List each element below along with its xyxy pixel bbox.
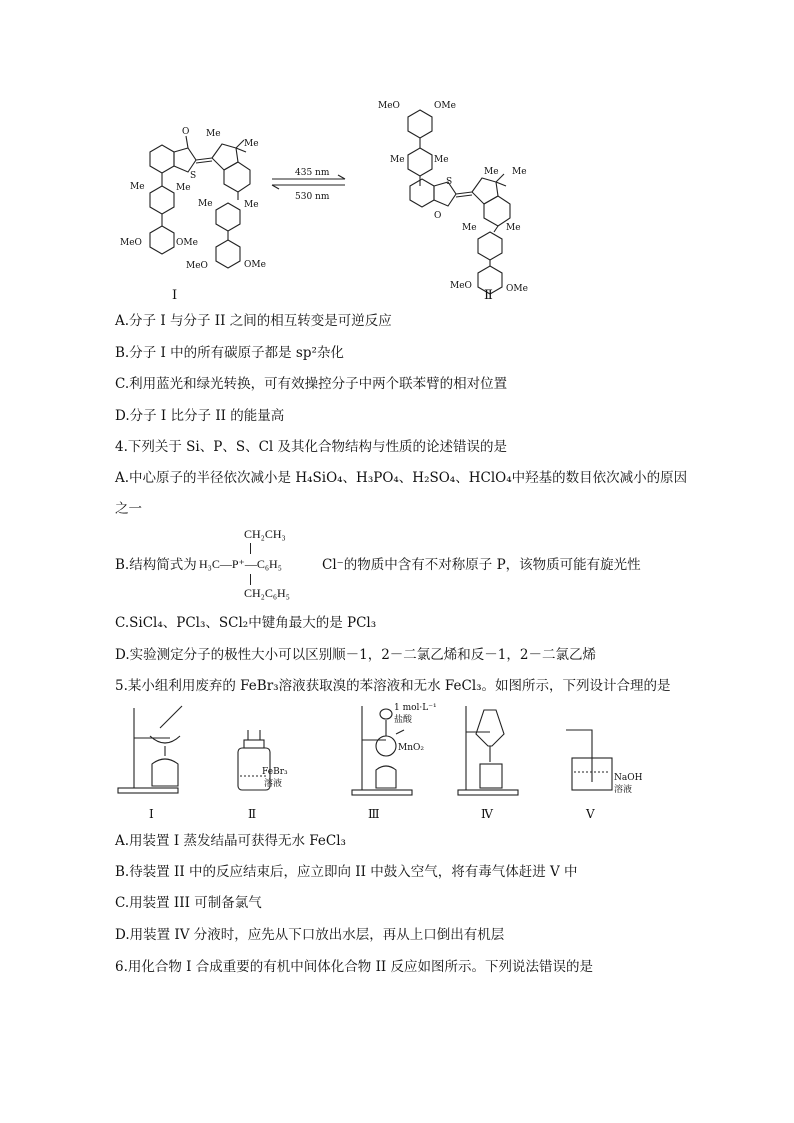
dropping-funnel-3 — [380, 709, 392, 719]
arrow-top-label: 435 nm — [295, 168, 330, 178]
febr3-soln-label: 溶液 — [264, 779, 283, 789]
molecule-2-label: Ⅱ — [484, 288, 493, 303]
mol2-me-c: Me — [484, 167, 499, 177]
naoh-soln-label: 溶液 — [614, 785, 633, 795]
evaporating-dish — [150, 736, 180, 743]
photoswitch-reaction-diagram — [0, 0, 794, 310]
formula-bond-top — [250, 543, 251, 554]
mol1-ome-a: OMe — [176, 238, 198, 248]
q5-option-c: C.用装置 III 可制备氯气 — [115, 895, 262, 911]
q4-option-b-suffix: Cl⁻的物质中含有不对称原子 P，该物质可能有旋光性 — [322, 557, 641, 573]
mol2-me-d: Me — [512, 167, 527, 177]
q4-stem: 4.下列关于 Si、P、S、Cl 及其化合物结构与性质的论述错误的是 — [115, 439, 508, 455]
q4-option-b-prefix: B.结构简式为 — [115, 557, 197, 573]
mol2-sulfur: S — [446, 177, 453, 187]
mol2-arm2-ring1 — [478, 232, 502, 260]
apparatus-label-1: Ⅰ — [149, 807, 154, 821]
hcl-conc-label: 1 mol·L⁻¹ — [394, 703, 437, 713]
mol2-thiophene-ring — [434, 182, 456, 206]
mno2-label: MnO₂ — [398, 743, 424, 753]
hcl-label: 盐酸 — [394, 715, 413, 725]
mol1-indane-ring — [212, 144, 238, 170]
mol1-indane-benzo — [224, 162, 250, 192]
q6-stem: 6.用化合物 I 合成重要的有机中间体化合物 II 反应如图所示。下列说法错误的是 — [115, 959, 594, 975]
mol2-indane-benzo — [484, 196, 510, 226]
mol1-benzo-ring — [150, 145, 174, 173]
burner-3 — [376, 766, 396, 788]
q5-option-d: D.用装置 IV 分液时，应先从下口放出水层，再从上口倒出有机层 — [115, 927, 505, 943]
apparatus-label-2: Ⅱ — [248, 807, 257, 821]
q4-option-a-line2: 之一 — [115, 501, 142, 517]
lab-apparatus-diagram — [0, 700, 794, 830]
mol1-arm2-ring2 — [216, 240, 240, 268]
q3-option-c: C.利用蓝光和绿光转换，可有效操控分子中两个联苯臂的相对位置 — [115, 376, 508, 392]
mol1-thiophene-ring — [174, 148, 196, 172]
q3-option-d: D.分子 I 比分子 II 的能量高 — [115, 408, 285, 424]
mol1-me-f: Me — [244, 200, 259, 210]
mol1-me-c: Me — [130, 182, 145, 192]
q5-option-a: A.用装置 I 蒸发结晶可获得无水 FeCl₃ — [115, 833, 346, 849]
q4-option-c: C.SiCl₄、PCl₃、SCl₂中键角最大的是 PCl₃ — [115, 615, 377, 631]
burner-1 — [152, 759, 178, 786]
apparatus-label-5: Ⅴ — [586, 807, 595, 821]
round-flask — [376, 736, 396, 756]
mol1-ome-b: OMe — [244, 260, 266, 270]
q4-option-d: D.实验测定分子的极性大小可以区别顺－1，2－二氯乙烯和反－1，2－二氯乙烯 — [115, 647, 596, 663]
stand-1-base — [118, 788, 178, 793]
q3-option-b: B.分子 I 中的所有碳原子都是 sp²杂化 — [115, 345, 344, 361]
apparatus-label-3: Ⅲ — [368, 807, 380, 821]
q4-formula-bottom: CH₂C₆H₅ — [244, 586, 290, 600]
mol2-me-b: Me — [434, 155, 449, 165]
q4-formula-top: CH₂CH₃ — [244, 527, 286, 541]
mol1-meo-a: MeO — [120, 238, 142, 248]
mol1-me-d: Me — [176, 183, 191, 193]
mol2-arm1-ring1 — [408, 148, 432, 176]
mol2-me-e: Me — [462, 223, 477, 233]
apparatus-label-4: Ⅳ — [481, 807, 493, 821]
mol1-me-a: Me — [206, 129, 221, 139]
mol1-arm2-ring1 — [216, 203, 240, 231]
naoh-label: NaOH — [614, 773, 643, 783]
arrow-bottom-label: 530 nm — [295, 192, 330, 202]
mol2-meo-a: MeO — [378, 101, 400, 111]
molecule-1-label: Ⅰ — [172, 288, 178, 303]
stand-3-base — [352, 790, 412, 795]
mol2-me-f: Me — [506, 223, 521, 233]
mol2-me-a: Me — [390, 155, 405, 165]
beaker-4 — [480, 764, 502, 788]
q3-option-a: A.分子 I 与分子 II 之间的相互转变是可逆反应 — [115, 313, 392, 329]
separatory-funnel — [476, 710, 504, 746]
mol2-ome-a: OMe — [434, 101, 456, 111]
q5-option-b: B.待装置 II 中的反应结束后，应立即向 II 中鼓入空气，将有毒气体赶进 V 中 — [115, 864, 578, 880]
mol2-meo-b: MeO — [450, 281, 472, 291]
q4-formula-center: H₃C—P⁺—C₆H₅ — [199, 557, 282, 571]
mol1-me-b: Me — [244, 139, 259, 149]
stand-4-base — [458, 790, 518, 795]
mol1-meo-b: MeO — [186, 261, 208, 271]
mol1-arm1-ring1 — [150, 186, 174, 214]
mol2-indane-ring — [472, 178, 498, 204]
mol2-benzo-ring — [410, 179, 434, 207]
q4-option-a-line1: A.中心原子的半径依次减小是 H₄SiO₄、H₃PO₄、H₂SO₄、HClO₄中羟基的数目依次减小的原因 — [115, 470, 688, 486]
formula-bond-bottom — [250, 574, 251, 585]
mol1-me-e: Me — [198, 199, 213, 209]
q5-stem: 5.某小组利用废弃的 FeBr₃溶液获取溴的苯溶液和无水 FeCl₃。如图所示，下列设计合理的是 — [115, 678, 671, 694]
febr3-label: FeBr₃ — [262, 767, 288, 777]
mol2-carbonyl-o: O — [434, 211, 442, 221]
mol2-arm1-ring2 — [408, 110, 432, 138]
mol1-sulfur: S — [190, 171, 197, 181]
mol1-carbonyl-o: O — [182, 127, 190, 137]
mol1-arm1-ring2 — [150, 226, 174, 254]
mol2-ome-b: OMe — [506, 284, 528, 294]
